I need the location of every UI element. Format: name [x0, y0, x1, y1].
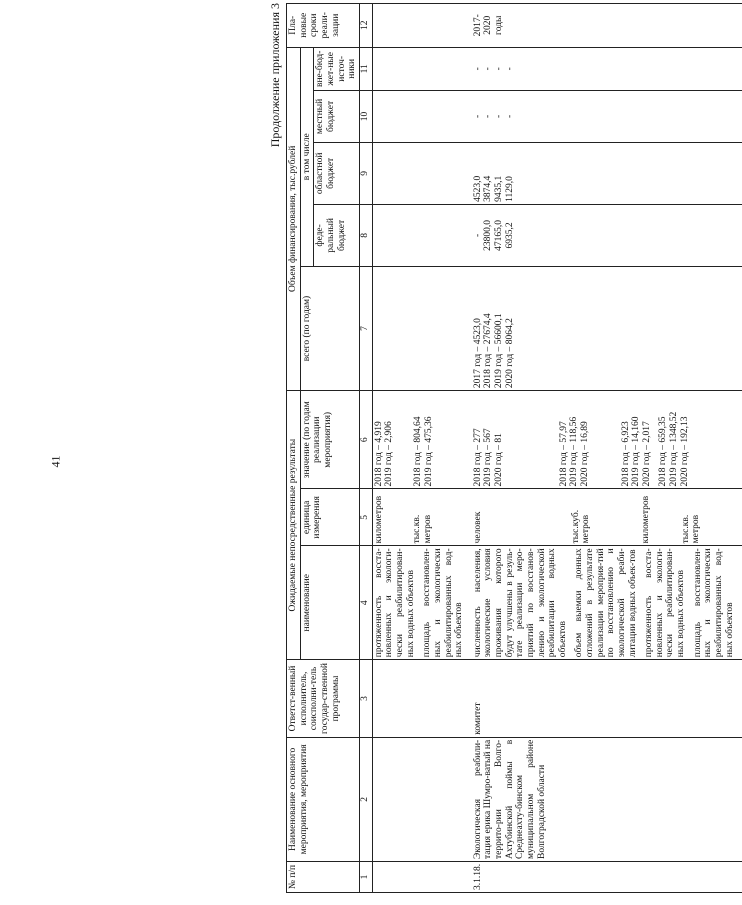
- result-value: 2019 год – 14,160: [631, 416, 642, 487]
- column-number: 11: [359, 47, 372, 90]
- fin-total: 2020 год – 8064,2: [504, 318, 515, 389]
- column-number-row: [359, 4, 372, 893]
- column-number: 8: [359, 204, 372, 266]
- result-value: 2020 год – 2,017: [641, 421, 652, 487]
- fin-regional: 9435,1: [494, 175, 504, 202]
- program-table: [286, 3, 742, 893]
- fin-total: 2018 год – 27674,4: [483, 313, 494, 389]
- fin-offbudget: -: [483, 67, 494, 71]
- fin-total: 2019 год – 56600,1: [494, 313, 504, 389]
- page-number: 41: [48, 455, 63, 468]
- result-value: 2019 год – 475,36: [423, 416, 434, 487]
- table-row-3-1-18: [472, 4, 742, 893]
- result-unit: километров: [640, 495, 651, 544]
- column-number: 2: [359, 737, 372, 861]
- result-value: 2019 год – 1348,52: [669, 411, 679, 487]
- result-value: 2018 год – 6,923: [620, 421, 631, 487]
- result-name: площадь восстановлен-ных и экологически реабилитированных вод-ных объектов: [692, 548, 735, 658]
- fin-local: -: [472, 114, 483, 119]
- header-fin-regional: областной бюджет: [314, 142, 360, 204]
- item-executor: комитет: [472, 660, 742, 738]
- result-value: 2018 год – 804,64: [413, 416, 423, 487]
- fin-offbudget: -: [494, 67, 504, 71]
- result-name: протяженность восста-новленных и экологи-чески реабилитирован-ных водных объектов: [644, 548, 686, 658]
- item-number: 3.1.18.: [472, 861, 742, 892]
- header-fin-offbudget: вне-бюд-жет-ные источ-ники: [314, 47, 360, 90]
- result-value: 2018 год – 4,919: [373, 421, 384, 487]
- column-number: 12: [359, 4, 372, 48]
- fin-offbudget: -: [504, 67, 515, 71]
- result-unit: тыс.куб. метров: [570, 509, 592, 544]
- result-name: площадь восстановлен-ных и экологически реабилитированных вод-ных объектов: [422, 548, 465, 658]
- result-value: 2019 год – 118,56: [569, 416, 580, 487]
- fin-federal: -: [472, 233, 483, 237]
- item-name: Экологическая реабили-тация ерика Шумро-ватый на террито-рии Волго-Ахтубинской поймы в Среднеахту-бинском муниципальном районе Волгоградской области: [472, 739, 547, 859]
- fin-local: -: [494, 114, 504, 119]
- result-unit: тыс.кв. метров: [412, 514, 433, 544]
- fin-offbudget: -: [472, 67, 483, 71]
- fin-total: 2017 год – 4523,0: [472, 318, 483, 389]
- column-number: 1: [359, 861, 372, 892]
- column-number: 6: [359, 391, 372, 489]
- fin-regional: 4523,0: [472, 175, 483, 202]
- header-fin-total: всего (по годам): [300, 266, 359, 390]
- header-num: № п/п: [287, 861, 360, 892]
- header-results: Ожидаемые непосредственные результаты: [287, 391, 301, 660]
- fin-federal: 47165,0: [494, 219, 504, 251]
- column-number: 5: [359, 489, 372, 546]
- result-name: протяженность восста-новленных и экологи-чески реабилитирован-ных водных объектов: [373, 548, 416, 658]
- item-terms: 2017-2020 годы: [472, 4, 742, 48]
- rotated-sheet: [268, 3, 735, 893]
- result-value: 2020 год – 16,89: [579, 421, 590, 487]
- result-unit: человек: [472, 511, 483, 544]
- continuation-note: Продолжение приложения 3: [268, 3, 282, 148]
- table-row-continued: [372, 4, 472, 893]
- column-number: 7: [359, 266, 372, 390]
- column-number: 4: [359, 546, 372, 660]
- column-number: 10: [359, 91, 372, 143]
- column-number: 9: [359, 142, 372, 204]
- fin-local: -: [483, 114, 494, 119]
- header-fin-local: местный бюджет: [314, 91, 360, 143]
- column-number: 3: [359, 660, 372, 738]
- fin-regional: 1129,0: [504, 176, 515, 202]
- result-value: 2020 год – 192,13: [679, 416, 690, 487]
- result-name: объем выемки донных отложений в результате реализации мероприя-тий по восстановлению и экологической реаби-литации водных объек-тов: [574, 548, 638, 658]
- result-name: численность населения, экологические условия проживания которого будут улучшены в резуль-тате реализации меро-приятий по восстанов-лению и экологической реабилитации водных объектов: [472, 548, 568, 658]
- result-value: 2018 год – 277: [472, 428, 483, 487]
- result-value: 2019 год – 567: [483, 428, 494, 487]
- result-unit: тыс.кв. метров: [680, 514, 702, 544]
- header-executor: Ответст-венный исполнитель, соисполни-тель государ-ственной программы: [287, 660, 360, 738]
- result-value: 2019 год – 2,906: [384, 421, 395, 487]
- header-fin-including: в том числе: [300, 47, 314, 266]
- fin-local: -: [504, 114, 515, 119]
- header-result-name: наименование: [300, 546, 359, 660]
- header-result-unit: единица измерения: [300, 489, 359, 546]
- header-result-value: значение (по годам реализации мероприятия): [300, 391, 359, 489]
- header-name: Наименование основного мероприятия, мероприятия: [287, 737, 360, 861]
- result-value: 2018 год – 57,97: [558, 421, 569, 487]
- result-value: 2020 год – 81: [494, 433, 504, 487]
- header-fin-federal: феде-ральный бюджет: [314, 204, 360, 266]
- result-unit: километров: [373, 495, 384, 544]
- fin-federal: 6935,2: [504, 222, 515, 249]
- fin-regional: 3874,4: [483, 175, 494, 202]
- header-financing: Объем финансирования, тыс.рублей: [287, 47, 301, 391]
- result-value: 2018 год – 659,35: [658, 416, 669, 487]
- fin-federal: 23800,0: [483, 219, 494, 251]
- header-terms: Пла-новые сроки реали-зации: [287, 4, 360, 48]
